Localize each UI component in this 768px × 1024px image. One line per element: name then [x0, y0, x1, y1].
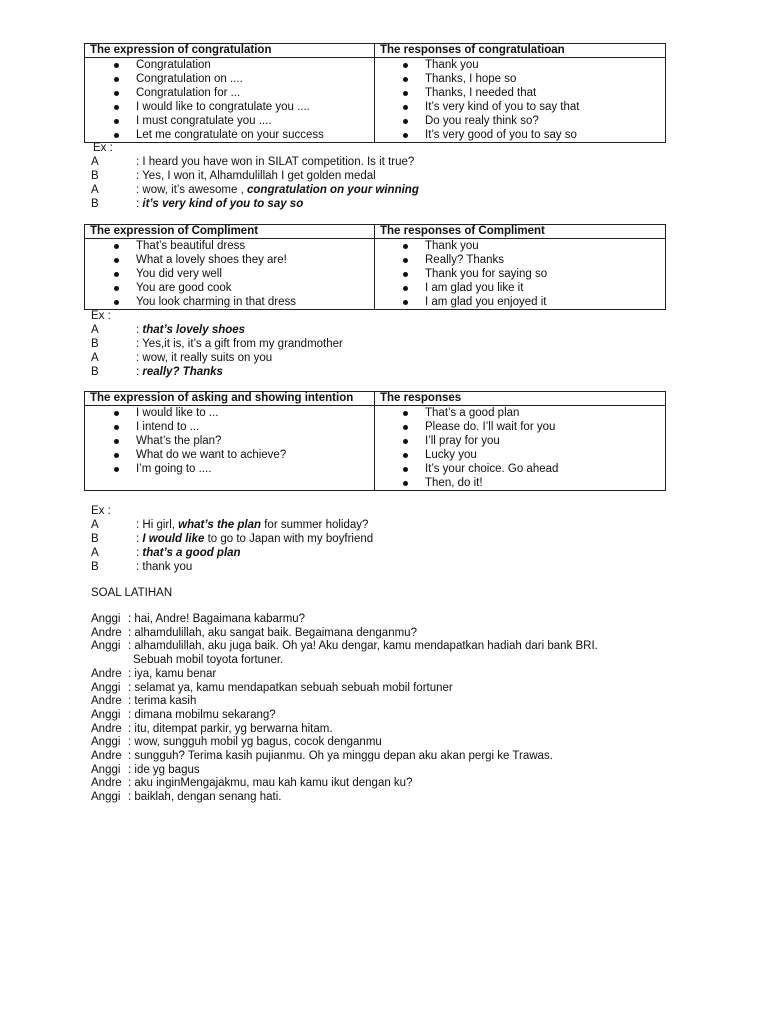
conversation-line: Andre : iya, kamu benar — [91, 667, 217, 680]
conversation-line: Andre : alhamdulillah, aku sangat baik. Begaimana denganmu? — [91, 626, 417, 639]
list-item: I intend to ... — [85, 420, 374, 434]
table-header: The responses of congratulatioan — [375, 44, 666, 58]
list-item: It’s very good of you to say so — [375, 128, 665, 142]
list-item: Congratulation on .... — [85, 72, 374, 86]
list-item: Congratulation — [85, 58, 374, 72]
conversation-line: Andre : aku inginMengajakmu, mau kah kamu ikut dengan ku? — [91, 777, 413, 790]
list-item: Thank you — [375, 239, 665, 253]
bullet-icon — [403, 91, 408, 96]
table-header: The expression of congratulation — [85, 44, 375, 58]
list-item: I’ll pray for you — [375, 434, 665, 448]
intention-table — [84, 391, 666, 491]
bullet-icon — [403, 300, 408, 305]
list-item: What’s the plan? — [85, 434, 374, 448]
conversation-line: Anggi : wow, sungguh mobil yg bagus, cocok denganmu — [91, 736, 382, 749]
bullet-icon — [114, 300, 119, 305]
list-item: It’s your choice. Go ahead — [375, 462, 665, 476]
bullet-icon — [114, 133, 119, 138]
bullet-icon — [403, 133, 408, 138]
bullet-icon — [403, 105, 408, 110]
response-list — [375, 239, 665, 309]
bullet-icon — [114, 119, 119, 124]
list-item: I would like to congratulate you .... — [85, 100, 374, 114]
list-item: Thank you — [375, 58, 665, 72]
bullet-icon — [114, 63, 119, 68]
list-item: Really? Thanks — [375, 253, 665, 267]
list-item: Thank you for saying so — [375, 267, 665, 281]
list-item: What do we want to achieve? — [85, 448, 374, 462]
list-item: Let me congratulate on your success — [85, 128, 374, 142]
congratulation-table — [84, 43, 666, 143]
table-header: The responses — [375, 392, 666, 406]
bullet-icon — [114, 258, 119, 263]
list-item: What a lovely shoes they are! — [85, 253, 374, 267]
bullet-icon — [403, 63, 408, 68]
bullet-icon — [114, 105, 119, 110]
bullet-icon — [403, 453, 408, 458]
list-item: I must congratulate you .... — [85, 114, 374, 128]
table-header: The responses of Compliment — [375, 225, 666, 239]
list-item: You are good cook — [85, 281, 374, 295]
example-label: Ex : — [91, 505, 111, 517]
conversation-line: Anggi : baiklah, dengan senang hati. — [91, 791, 282, 804]
list-item: I am glad you like it — [375, 281, 665, 295]
expression-list — [85, 406, 374, 476]
list-item: You look charming in that dress — [85, 295, 374, 309]
list-item: I am glad you enjoyed it — [375, 295, 665, 309]
conversation-line: Anggi : hai, Andre! Bagaimana kabarmu? — [91, 613, 306, 625]
exercise-conversation — [91, 613, 671, 805]
bullet-icon — [403, 258, 408, 263]
bullet-icon — [403, 467, 408, 472]
bullet-icon — [403, 425, 408, 430]
list-item: Lucky you — [375, 448, 665, 462]
conversation-line: Anggi : dimana mobilmu sekarang? — [91, 708, 276, 721]
bullet-icon — [114, 77, 119, 82]
list-item: Please do. I’ll wait for you — [375, 420, 665, 434]
bullet-icon — [114, 411, 119, 416]
bullet-icon — [403, 272, 408, 277]
list-item: Thanks, I needed that — [375, 86, 665, 100]
exercise-title: SOAL LATIHAN — [91, 587, 173, 599]
document-page: The expression of congratulation The responses of congratulatioan Congratulation Congratulation on .... Congratulation for ... I would like to congratulate you .... I must congratulate you .... Let me congratulate on your success Thank you Thanks, I hope so Thanks, I needed that It’s very kind of you to say that Do you realy think so? It’s very good of you to say so Ex : A : I heard you have won in SILAT competition. Is it true? B : Yes, I won it, Alhamdulillah I get golden medal A : wow, it’s awesome , congratulation on your winning B : it’s very kind of you to say so The expression of Compliment The responses of Compliment That’s beautiful dress What a lovely shoes they are! You did very well You are good cook You look charming in that dress Thank you Really? Thanks Thank you for saying so I am glad you like it I am glad you enjoyed it Ex : A : that’s lovely shoes B : Yes,it is, it’s a gift from my grandmother A : wow, it really suits on you B : really? Thanks The expression of asking and showing intention The responses I would like to ... I intend to ... What’s the plan? What do we want to achieve? I’m going to .... That’s a good plan Please do. I’ll wait for you I’ll pray for you Lucky you It’s your choice. Go ahead Then, do it! Ex : A : Hi girl, what’s the plan for summer holiday? B : I would like to go to Japan with my boyfriend A : that’s a good plan B : thank you SOAL LATIHAN Anggi : hai, Andre! Bagaimana kabarmu? Andre : alhamdulillah, aku sangat baik. Begaimana denganmu? Anggi : alhamdulillah, aku juga baik. Oh ya! Aku dengar, kamu mendapatkan hadiah dari bank BRI. Sebuah mobil toyota fortuner. Andre : iya, kamu benar Anggi : selamat ya, kamu mendapatkan sebuah sebuah mobil fortuner Andre : terima kasih Anggi : dimana mobilmu sekarang? Andre : itu, ditempat parkir, yg berwarna hitam. Anggi : wow, sungguh mobil yg bagus, cocok denganmu Andre : sungguh? Terima kasih pujianmu. Oh ya minggu depan aku akan pergi ke Trawas. Anggi : ide yg bagus Andre : aku inginMengajakmu, mau kah kamu ikut dengan ku? Anggi : baiklah, dengan senang hati. — [0, 0, 768, 1024]
bullet-icon — [403, 244, 408, 249]
table-header: The expression of asking and showing intention — [85, 392, 375, 406]
table-header: The expression of Compliment — [85, 225, 375, 239]
bullet-icon — [114, 286, 119, 291]
conversation-line: Anggi : ide yg bagus — [91, 763, 200, 776]
conversation-line: Anggi : selamat ya, kamu mendapatkan sebuah sebuah mobil fortuner — [91, 681, 453, 694]
bullet-icon — [403, 439, 408, 444]
list-item: That’s a good plan — [375, 406, 665, 420]
bullet-icon — [403, 77, 408, 82]
conversation-line: Andre : sungguh? Terima kasih pujianmu. Oh ya minggu depan aku akan pergi ke Trawas. — [91, 750, 553, 763]
expression-list — [85, 239, 374, 309]
conversation-line: Andre : itu, ditempat parkir, yg berwarna hitam. — [91, 722, 333, 735]
list-item: It’s very kind of you to say that — [375, 100, 665, 114]
bullet-icon — [403, 119, 408, 124]
compliment-table — [84, 224, 666, 310]
response-list — [375, 406, 665, 490]
list-item: Congratulation for ... — [85, 86, 374, 100]
bullet-icon — [403, 411, 408, 416]
bullet-icon — [114, 425, 119, 430]
expression-list — [85, 58, 374, 142]
bullet-icon — [114, 91, 119, 96]
response-list — [375, 58, 665, 142]
bullet-icon — [114, 453, 119, 458]
conversation-line: Andre : terima kasih — [91, 695, 197, 708]
list-item: Then, do it! — [375, 476, 665, 490]
list-item: Do you realy think so? — [375, 114, 665, 128]
bullet-icon — [114, 272, 119, 277]
bullet-icon — [403, 286, 408, 291]
bullet-icon — [114, 244, 119, 249]
bullet-icon — [403, 481, 408, 486]
bullet-icon — [114, 439, 119, 444]
list-item: You did very well — [85, 267, 374, 281]
list-item: That’s beautiful dress — [85, 239, 374, 253]
conversation-line: Anggi : alhamdulillah, aku juga baik. Oh ya! Aku dengar, kamu mendapatkan hadiah dari bank BRI. Sebuah mobil toyota fortuner. — [91, 640, 598, 667]
list-item: Thanks, I hope so — [375, 72, 665, 86]
list-item: I would like to ... — [85, 406, 374, 420]
list-item: I’m going to .... — [85, 462, 374, 476]
example-label: Ex : — [91, 310, 111, 322]
bullet-icon — [114, 467, 119, 472]
example-label: Ex : — [93, 142, 113, 154]
